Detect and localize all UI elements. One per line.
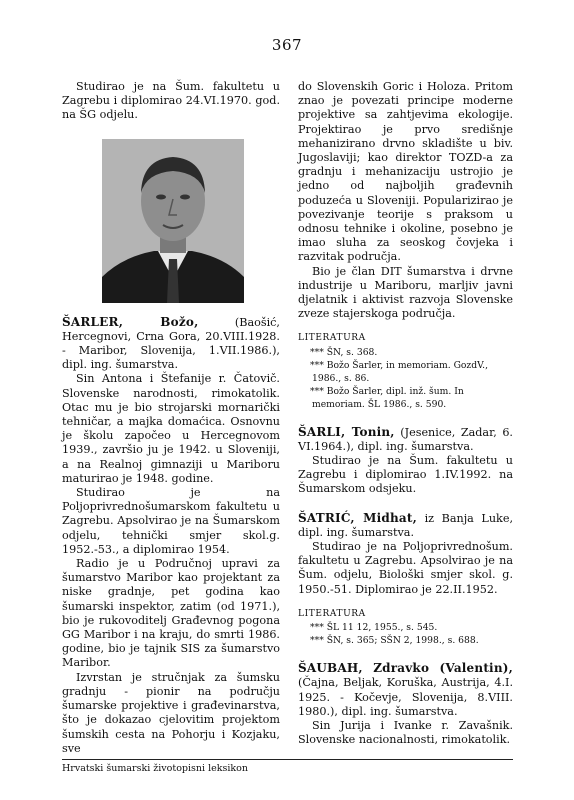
right-column [298,80,513,747]
saubah-paragraph: Sin Jurija i Ivanke r. Zavašnik. Slovenske nacionalnosti, rimokatolik. [298,718,513,747]
entry-satric-name: ŠATRIĆ, Midhat, [298,510,417,525]
entry-sarli-heading [298,425,513,454]
literature-ref: *** ŠN, s. 368. [310,346,378,358]
page-footer: Hrvatski šumarski životopisni leksikon [62,759,513,774]
literature-ref: *** ŠN, s. 365; SŠN 2, 1998., s. 688. [310,635,479,647]
entry-satric-details: iz Banja Luke, dipl. ing. šumarstva. [298,511,514,539]
sarler-paragraph-4: Izvrstan je stručnjak za šumsku gradnju - pionir na području šumarske projektive i građevinarstva, što je dokazao cjelovitim projektom šumskih cesta na Pohorju i Kozjaku, sve [62,670,280,755]
intro-paragraph: Studirao je na Šum. fakultetu u Zagrebu i diplomirao 24.VI.1970. god. na ŠG odjelu. [62,80,280,122]
sarli-paragraph: Studirao je na Šum. fakultetu u Zagrebu i diplomirao 1.IV.1992. na Šumarskom odsjeku. [298,454,513,496]
entry-sarli-details: (Jesenice, Zadar, 6. VI.1964.), dipl. ing. šumarstva. [298,425,513,453]
entry-satric-heading [298,511,513,540]
literature-title-1: LITERATURA [298,333,366,344]
entry-sarler-heading [62,315,280,373]
portrait-photo [102,139,244,303]
entry-sarli-name: ŠARLI, Tonin, [298,424,395,439]
literature-ref: *** Božo Šarler, in memoriam. GozdV., 1986., s. 86. [310,359,489,384]
sarler-paragraph-5: do Slovenskih Goric i Holoza. Pritom znao je povezati principe moderne projektive sa zahtjevima ekologije. Projektirao je prvo središnje mehanizirano drvno skladište u biv. Jugoslaviji; kao direktor TOZD-a za gradnju i mehanizaciju ustrojio je jedno od najboljih građevnih poduzeća u Sloveniji. Popularizirao je povezivanje teorije s praksom u odnosu tehnike i okoline, posebno je imao sluha za seoskog čovjeka i razvitak područja. [298,80,513,264]
portrait-image [102,139,244,303]
entry-saubah-details: (Čajna, Beljak, Koruška, Austrija, 4.I. 1925. - Kočevje, Slovenija, 8.VIII. 1980.), dipl. ing. šumarstva. [298,676,513,718]
page-number: 367 [271,36,303,54]
entry-sarler-details: (Baošić, Hercegnovi, Crna Gora, 20.VIII.1928. - Maribor, Slovenija, 1.VII.1986.), dipl. ing. šumarstva. [62,315,280,372]
sarler-paragraph-3: Radio je u Područnoj upravi za šumarstvo Maribor kao projektant za niske gradnje, pet godina kao šumarski inspektor, zatim (od 1971.), bio je rukovoditelj Građevnog pogona GG Maribor i na kraju, do smrti 1986. godine, bio je tajnik SIS za šumarstvo Maribor. [62,557,280,670]
sarler-paragraph-2: Studirao je na Poljoprivrednošumarskom fakultetu u Zagrebu. Apsolvirao je na Šumarskom odjelu, tehnički smjer skol.g. 1952.-53., a diplomirao 1954. [62,486,280,556]
literature-ref: *** ŠL 11 12, 1955., s. 545. [310,622,438,634]
entry-saubah-heading [298,661,513,719]
entry-sarler-name: ŠARLER, Božo, [62,314,199,329]
literature-ref: *** Božo Šarler, dipl. inž. šum. In memoriam. ŠL 1986., s. 590. [310,385,464,410]
sarler-paragraph-6: Bio je član DIT šumarstva i drvne industrije u Mariboru, marljiv javni djelatnik i aktivist razvoja Slovenske zveze stajerskoga područja. [298,264,513,321]
satric-paragraph: Studirao je na Poljoprivrednošum. fakultetu u Zagrebu. Apsolvirao je na Šum. odjelu, Biološki smjer skol. g. 1950.-51. Diplomirao je 22.II.1952. [298,540,513,596]
sarler-paragraph-1: Sin Antona i Štefanije r. Čatovič. Slovenske narodnosti, rimokatolik. Otac mu je bio strojarski mornarički tehničar, a majka domaćica. Osnovnu je školu započeo u Hercegnovom 1939., završio ju je 1942. u Sloveniji, a na Realnoj gimnaziji u Mariboru maturirao je 1948. godine. [62,372,280,485]
entry-saubah-name: ŠAUBAH, Zdravko (Valentin), [298,661,513,676]
left-column [62,80,280,756]
literature-title-2: LITERATURA [298,608,366,619]
